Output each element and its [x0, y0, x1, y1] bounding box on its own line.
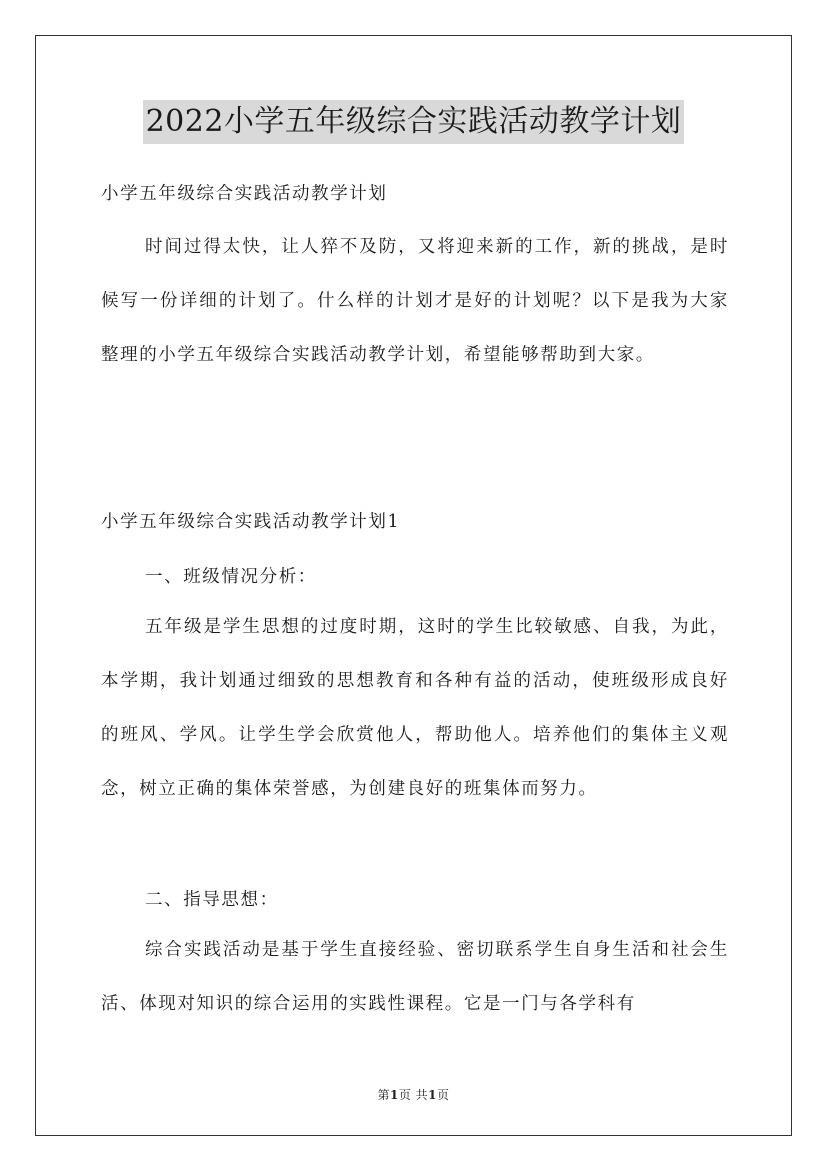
footer-page-number: 1: [389, 1088, 399, 1102]
class-analysis-paragraph: 五年级是学生思想的过度时期，这时的学生比较敏感、自我，为此，本学期，我计划通过细致的思想教育和各种有益的活动，使班级形成良好的班风、学风。让学生学会欣赏他人，帮助他人。培养他们的集体主义观念，树立正确的集体荣誉感，为创建良好的班集体而努力。: [101, 617, 729, 799]
intro-paragraph: 时间过得太快，让人猝不及防，又将迎来新的工作，新的挑战，是时候写一份详细的计划了。什么样的计划才是好的计划呢？以下是我为大家整理的小学五年级综合实践活动教学计划，希望能够帮助到大家。: [101, 237, 729, 365]
document-title-text: 2022小学五年级综合实践活动教学计划: [143, 100, 685, 144]
section1-title: 小学五年级综合实践活动教学计划1: [101, 512, 401, 532]
document-title: [0, 100, 827, 148]
footer-prefix: 第: [377, 1088, 390, 1102]
heading-guiding-idea: 二、指导思想：: [145, 890, 279, 910]
para2-block: [101, 923, 729, 1031]
heading-class-analysis: 一、班级情况分析：: [145, 567, 317, 587]
page-footer: [0, 1086, 827, 1103]
intro-block: [101, 220, 729, 382]
guiding-idea-paragraph: 综合实践活动是基于学生直接经验、密切联系学生自身生活和社会生活、体现对知识的综合运用的实践性课程。它是一门与各学科有: [101, 940, 729, 1014]
footer-page-total: 1: [428, 1088, 438, 1102]
para1-block: [101, 600, 729, 816]
footer-mid: 页 共: [398, 1088, 429, 1102]
document-subtitle: 小学五年级综合实践活动教学计划: [101, 184, 388, 204]
footer-suffix: 页: [437, 1088, 450, 1102]
